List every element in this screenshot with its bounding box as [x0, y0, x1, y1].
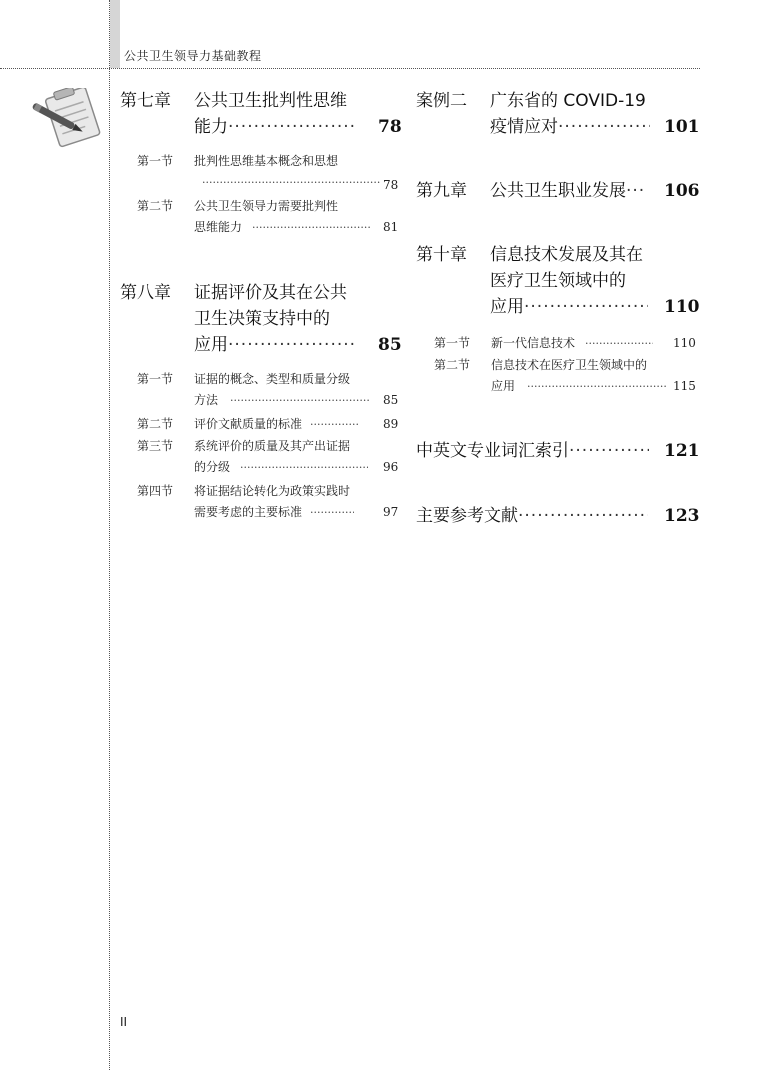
chapter-10-title-line2: 医疗卫生领域中的 [490, 271, 626, 291]
section-page: 96 [383, 460, 399, 474]
leader-dots [228, 114, 356, 140]
section-title-line1: 将证据结论转化为政策实践时 [194, 484, 351, 498]
section-page: 85 [383, 393, 399, 407]
section-label: 第四节 [137, 484, 174, 498]
chapter-7-label: 第七章 [120, 91, 171, 111]
leader-dots [310, 414, 358, 435]
section-label: 第一节 [434, 336, 471, 350]
leader-dots [569, 438, 649, 464]
section-label: 第三节 [137, 439, 174, 453]
ch8-section-2[interactable] [137, 414, 399, 435]
chapter-10-label: 第十章 [416, 245, 467, 265]
page-number: II [120, 1015, 128, 1029]
chapter-9-label: 第九章 [416, 181, 467, 201]
leader-dots [585, 333, 653, 354]
references-page: 123 [664, 506, 700, 526]
ch8-section-3[interactable] [137, 436, 399, 478]
chapter-10-entry[interactable] [416, 242, 700, 322]
leader-dots [527, 376, 667, 397]
section-page: 81 [383, 220, 399, 234]
chapter-7-title-line1: 公共卫生批判性思维 [194, 91, 347, 111]
chapter-8-title-line1: 证据评价及其在公共 [194, 283, 347, 303]
chapter-7-page: 78 [378, 117, 402, 137]
section-title-line1: 证据的概念、类型和质量分级 [194, 372, 351, 386]
section-title-line1: 公共卫生领导力需要批判性 [194, 199, 339, 213]
case-2-page: 101 [664, 117, 700, 137]
section-title-line2: 应用 [491, 379, 516, 393]
leader-dots [518, 503, 648, 529]
ch10-section-2[interactable] [434, 355, 696, 397]
leader-dots [252, 217, 370, 238]
section-title-line1: 批判性思维基本概念和思想 [194, 154, 339, 168]
margin-rule [109, 0, 110, 1070]
chapter-8-title-line2: 卫生决策支持中的 [194, 309, 330, 329]
ch7-section-1[interactable] [137, 151, 399, 193]
header-rule [0, 68, 700, 69]
section-page: 78 [383, 178, 399, 192]
chapter-9-page: 106 [664, 181, 700, 201]
chapter-7-title-line2: 能力 [194, 117, 228, 137]
section-label: 第二节 [137, 199, 174, 213]
chapter-8-page: 85 [378, 335, 402, 355]
case-2-title-line2: 疫情应对 [490, 117, 558, 137]
references-title: 主要参考文献 [416, 506, 518, 526]
section-label: 第一节 [137, 372, 174, 386]
section-title-line1: 新一代信息技术 [491, 336, 576, 350]
glossary-index-entry[interactable] [416, 438, 700, 464]
case-2-label: 案例二 [416, 91, 467, 111]
section-title-line1: 信息技术在医疗卫生领域中的 [491, 358, 648, 372]
ch7-section-2[interactable] [137, 196, 399, 238]
section-title-line2: 方法 [194, 393, 219, 407]
leader-dots [202, 172, 380, 193]
leader-dots [240, 457, 368, 478]
chapter-10-title-line3: 应用 [490, 297, 524, 317]
chapter-8-title-line3: 应用 [194, 335, 228, 355]
chapter-9-entry[interactable] [416, 178, 700, 204]
section-label: 第二节 [137, 417, 174, 431]
references-entry[interactable] [416, 503, 700, 529]
section-title-line2: 需要考虑的主要标准 [194, 505, 303, 519]
ch8-section-4[interactable] [137, 481, 399, 523]
leader-dots [228, 332, 356, 358]
section-page: 115 [673, 379, 696, 393]
leader-dots [626, 178, 646, 204]
section-title-line1: 评价文献质量的标准 [194, 417, 303, 431]
chapter-10-title-line1: 信息技术发展及其在 [490, 245, 643, 265]
ch8-section-1[interactable] [137, 369, 399, 411]
chapter-8-entry[interactable] [120, 280, 400, 360]
glossary-index-page: 121 [664, 441, 700, 461]
section-page: 97 [383, 505, 399, 519]
leader-dots [310, 502, 354, 523]
chapter-10-page: 110 [664, 297, 700, 317]
gutter-bar [110, 0, 120, 68]
section-title-line2: 的分级 [194, 460, 231, 474]
chapter-7-entry[interactable] [120, 88, 400, 140]
glossary-index-title: 中英文专业词汇索引 [416, 441, 569, 461]
section-page: 89 [383, 417, 399, 431]
ch10-section-1[interactable] [434, 333, 696, 354]
leader-dots [524, 294, 648, 320]
section-label: 第二节 [434, 358, 471, 372]
section-title-line2: 思维能力 [194, 220, 243, 234]
chapter-9-title: 公共卫生职业发展 [490, 181, 626, 201]
running-title: 公共卫生领导力基础教程 [124, 49, 262, 63]
clipboard-pen-icon [26, 88, 106, 150]
section-title-line1: 系统评价的质量及其产出证据 [194, 439, 351, 453]
section-page: 110 [673, 336, 696, 350]
case-2-title-line1: 广东省的 COVID-19 [490, 91, 646, 111]
chapter-8-label: 第八章 [120, 283, 171, 303]
leader-dots [230, 390, 370, 411]
section-label: 第一节 [137, 154, 174, 168]
case-2-entry[interactable] [416, 88, 700, 140]
leader-dots [558, 114, 650, 140]
